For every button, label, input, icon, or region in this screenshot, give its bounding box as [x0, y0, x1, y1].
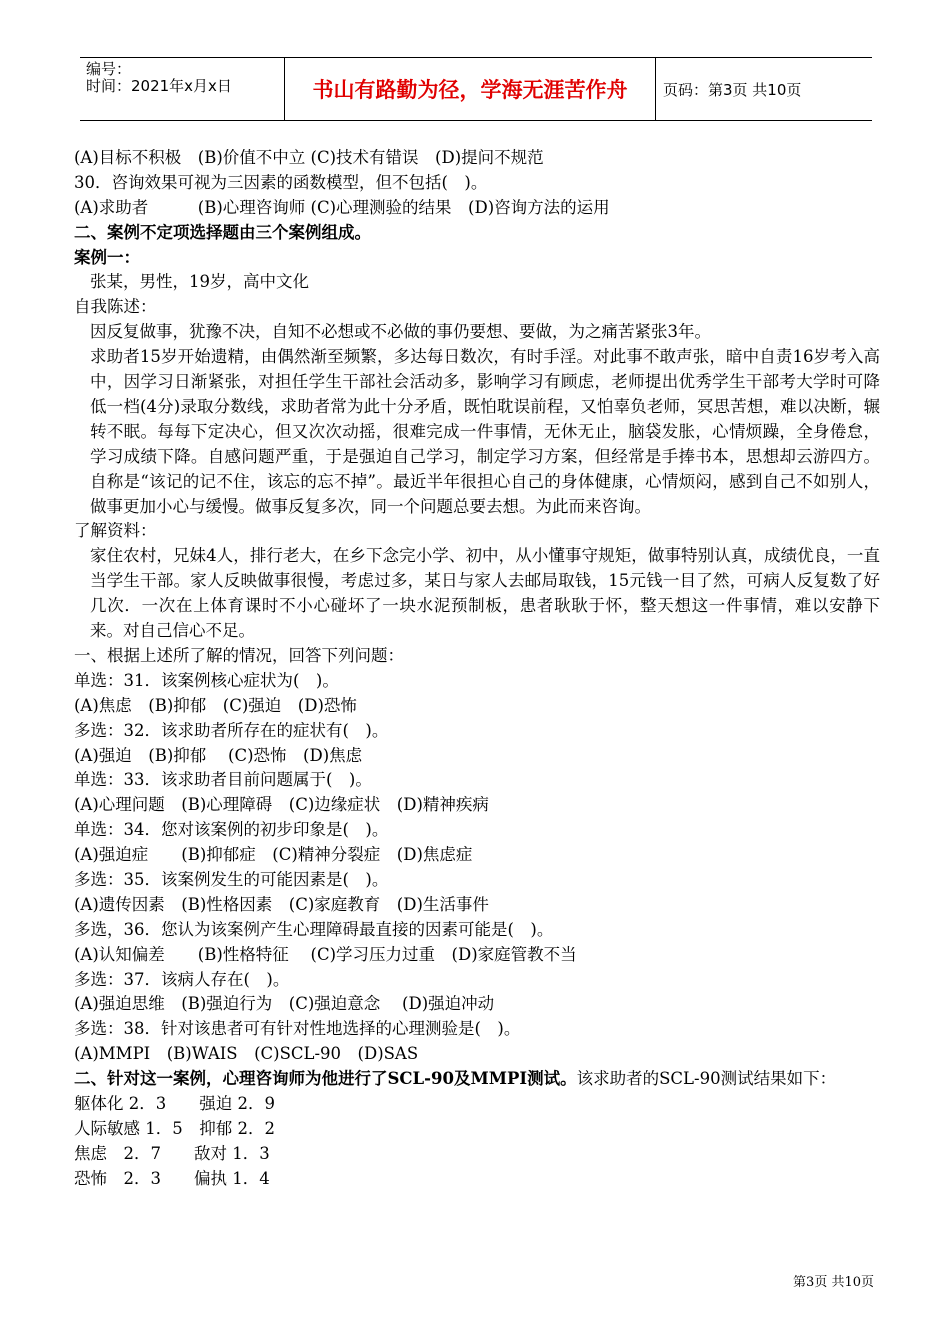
section-heading: 二、案例不定项选择题由三个案例组成。 — [74, 222, 371, 242]
options: (A)强迫症 (B)抑郁症 (C)精神分裂症 (D)焦虑症 — [74, 845, 473, 865]
section-two — [74, 1067, 880, 1092]
options: (A)焦虑 (B)抑郁 (C)强迫 (D)恐怖 — [74, 695, 357, 715]
time-label: 时间：2021年x月x日 — [86, 77, 232, 95]
header-meta — [80, 58, 289, 120]
paragraph: 家住农村，兄妹4人，排行老大，在乡下念完小学、初中，从小懂事守规矩，做事特别认真，成绩优良，一直当学生干部。家人反映做事很慢，考虑过多，某日与家人去邮局取钱，15元钱一目了然，可病人反复数了好几次．一次在上体育课时不小心碰坏了一块水泥预制板，患者耿耿于怀，整天想这一件事情，难以安静下来。对自己信心不足。 — [90, 546, 880, 641]
question-31: 单选：31．该案例核心症状为( )。 — [74, 670, 339, 690]
options: (A)强迫 (B)抑郁 (C)恐怖 (D)焦虑 — [74, 745, 363, 765]
patient-info: 张某，男性，19岁，高中文化 — [90, 272, 309, 292]
subheading: 了解资料： — [74, 521, 157, 541]
section-two-heading: 二、针对这一案例，心理咨询师为他进行了SCL-90及MMPI测试。 — [74, 1069, 577, 1089]
number-label: 编号： — [86, 60, 132, 78]
case-heading: 案例一： — [74, 247, 140, 267]
question-37: 多选：37．该病人存在( )。 — [74, 969, 290, 989]
page-footer: 第3页 共10页 — [793, 1275, 874, 1290]
score-row: 躯体化 2．3 强迫 2．9 — [74, 1094, 275, 1114]
question-34: 单选：34．您对该案例的初步印象是( )。 — [74, 820, 389, 840]
options: (A)强迫思维 (B)强迫行为 (C)强迫意念 (D)强迫冲动 — [74, 994, 495, 1014]
subheading: 自我陈述： — [74, 297, 157, 317]
question-intro: 一、根据上述所了解的情况，回答下列问题： — [74, 645, 404, 665]
document-body — [74, 146, 880, 1192]
score-row: 焦虑 2．7 敌对 1．3 — [74, 1143, 270, 1163]
page-header — [80, 57, 872, 121]
paragraph: 因反复做事，犹豫不决，自知不必想或不必做的事仍要想、要做，为之痛苦紧张3年。 — [90, 322, 711, 342]
score-row: 人际敏感 1．5 抑郁 2．2 — [74, 1118, 275, 1138]
paragraph: 求助者15岁开始遗精，由偶然渐至频繁，多达每日数次，有时手淫。对此事不敢声张，暗中自责16岁考入高中，因学习日渐紧张，对担任学生干部社会活动多，影响学习有顾虑，老师提出优秀学生干部考大学时可降低一档(4分)录取分数线，求助者常为此十分矛盾，既怕耽误前程，又怕辜负老师，冥思苦想，难以决断，辗转不眠。每每下定决心，但又次次动摇，很难完成一件事情，无休无止，脑袋发胀，心情烦躁，全身倦怠，学习成绩下降。自感问题严重，于是强迫自己学习，制定学习方案，但经常是手捧书本，思想却云游四方。自称是“该记的记不住，该忘的忘不掉”。最近半年很担心自己的身体健康，心情烦闷，感到自己不如别人，做事更加小心与缓慢。做事反复多次，同一个问题总要去想。为此而来咨询。 — [90, 347, 880, 516]
question-33: 单选：33．该求助者目前问题属于( )。 — [74, 770, 372, 790]
question-30: 30．咨询效果可视为三因素的函数模型，但不包括( )。 — [74, 172, 488, 192]
header-motto: 书山有路勤为径，学海无涯苦作舟 — [284, 58, 656, 120]
options: (A)心理问题 (B)心理障碍 (C)边缘症状 (D)精神疾病 — [74, 795, 489, 815]
section-two-text: 该求助者的SCL-90测试结果如下： — [576, 1069, 837, 1089]
options: (A)认知偏差 (B)性格特征 (C)学习压力过重 (D)家庭管教不当 — [74, 944, 577, 964]
question-32: 多选：32．该求助者所存在的症状有( )。 — [74, 720, 389, 740]
text-line: (A)目标不积极 (B)价值不中立 (C)技术有错误 (D)提问不规范 — [74, 148, 544, 167]
question-36: 多选，36．您认为该案例产生心理障碍最直接的因素可能是( )。 — [74, 919, 554, 939]
options: (A)MMPI (B)WAIS (C)SCL-90 (D)SAS — [74, 1044, 419, 1064]
score-row: 恐怖 2．3 偏执 1．4 — [74, 1168, 270, 1188]
question-35: 多选：35．该案例发生的可能因素是( )。 — [74, 870, 389, 889]
header-page-info: 页码：第3页 共10页 — [663, 80, 802, 99]
question-38: 多选：38．针对该患者可有针对性地选择的心理测验是( )。 — [74, 1019, 521, 1039]
text-line: (A)求助者 (B)心理咨询师 (C)心理测验的结果 (D)咨询方法的运用 — [74, 197, 610, 217]
options: (A)遗传因素 (B)性格因素 (C)家庭教育 (D)生活事件 — [74, 894, 489, 914]
